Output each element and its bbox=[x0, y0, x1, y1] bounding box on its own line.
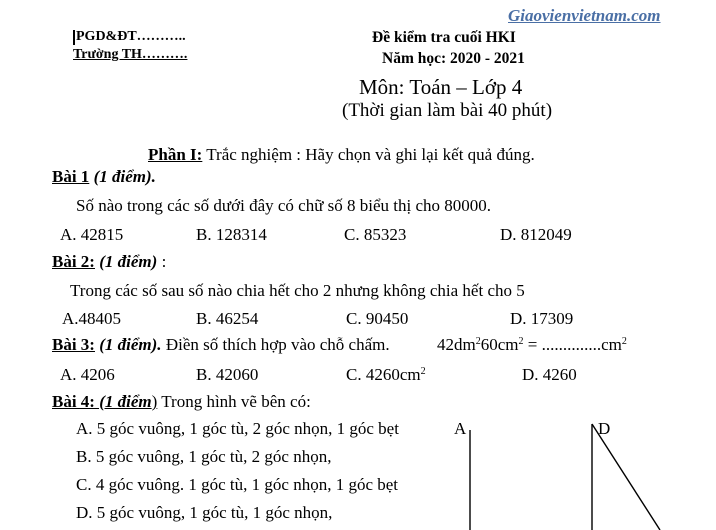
q3-option-c-exp: 2 bbox=[420, 366, 426, 377]
q3-option-d: D. 4260 bbox=[522, 365, 577, 384]
q3-option-c-text: C. 4260cm bbox=[346, 365, 421, 384]
q4-suffix: ) bbox=[151, 392, 158, 411]
q2-suffix: : bbox=[157, 252, 167, 271]
q3-option-a: A. 4206 bbox=[60, 365, 115, 384]
q1-option-c: C. 85323 bbox=[344, 225, 407, 244]
office-line: PGD&ĐT……….. bbox=[76, 29, 186, 44]
q3-text: Điền số thích hợp vào chỗ chấm. bbox=[161, 335, 390, 354]
q3-option-b: B. 42060 bbox=[196, 365, 259, 384]
figure-label-d: D bbox=[598, 419, 611, 438]
q1-option-b: B. 128314 bbox=[196, 225, 267, 244]
q3-expr-b: 60cm bbox=[480, 335, 519, 354]
q4-points: (1 điểm bbox=[94, 392, 152, 411]
q2-text: Trong các số sau số nào chia hết cho 2 nhưng không chia hết cho 5 bbox=[70, 281, 525, 300]
q4-option-b: B. 5 góc vuông, 1 góc tù, 2 góc nhọn, bbox=[76, 447, 332, 466]
q1-label: Bài 1 bbox=[52, 167, 90, 186]
q3-label: Bài 3: bbox=[52, 335, 95, 354]
q3-expr-a: 42dm bbox=[437, 335, 476, 354]
q1-option-a: A. 42815 bbox=[60, 225, 124, 244]
q4-label: Bài 4: bbox=[52, 392, 95, 411]
duration: (Thời gian làm bài 40 phút) bbox=[342, 100, 553, 121]
q2-option-b: B. 46254 bbox=[196, 309, 259, 328]
q3-points: (1 điểm). bbox=[94, 335, 162, 354]
q2-option-a: A.48405 bbox=[62, 309, 122, 328]
q3-exp-b: 2 bbox=[518, 336, 524, 347]
part1-label: Phần I: bbox=[148, 145, 203, 164]
q1-points: (1 điểm). bbox=[89, 167, 156, 186]
q2-points: (1 điểm) bbox=[94, 252, 158, 271]
school-line: Trường TH………. bbox=[73, 47, 188, 62]
exam-title: Đề kiểm tra cuối HKI bbox=[372, 29, 516, 46]
figure-line-d-diagonal bbox=[592, 424, 660, 530]
q3-exp-c: 2 bbox=[621, 336, 627, 347]
subject-title: Môn: Toán – Lớp 4 bbox=[359, 75, 523, 99]
part1-instruction: Trắc nghiệm : Hãy chọn và ghi lại kết quả đúng. bbox=[202, 145, 535, 164]
q2-option-c: C. 90450 bbox=[346, 309, 409, 328]
q2-label: Bài 2: bbox=[52, 252, 95, 271]
q3-exp-a: 2 bbox=[475, 336, 481, 347]
q3-expr-c: = ..............cm bbox=[523, 335, 622, 354]
school-year: Năm học: 2020 - 2021 bbox=[382, 50, 525, 67]
q4-text: Trong hình vẽ bên có: bbox=[157, 392, 311, 411]
q1-option-d: D. 812049 bbox=[500, 225, 572, 244]
figure-label-a: A bbox=[454, 419, 467, 438]
q4-option-c: C. 4 góc vuông. 1 góc tù, 1 góc nhọn, 1 góc bẹt bbox=[76, 475, 399, 494]
q2-option-d: D. 17309 bbox=[510, 309, 574, 328]
q4-option-a: A. 5 góc vuông, 1 góc tù, 2 góc nhọn, 1 góc bẹt bbox=[76, 419, 399, 438]
q1-text: Số nào trong các số dưới đây có chữ số 8 biểu thị cho 80000. bbox=[76, 196, 492, 215]
q4-option-d: D. 5 góc vuông, 1 góc tù, 1 góc nhọn, bbox=[76, 503, 333, 522]
watermark: Giaovienvietnam.com bbox=[508, 6, 661, 25]
